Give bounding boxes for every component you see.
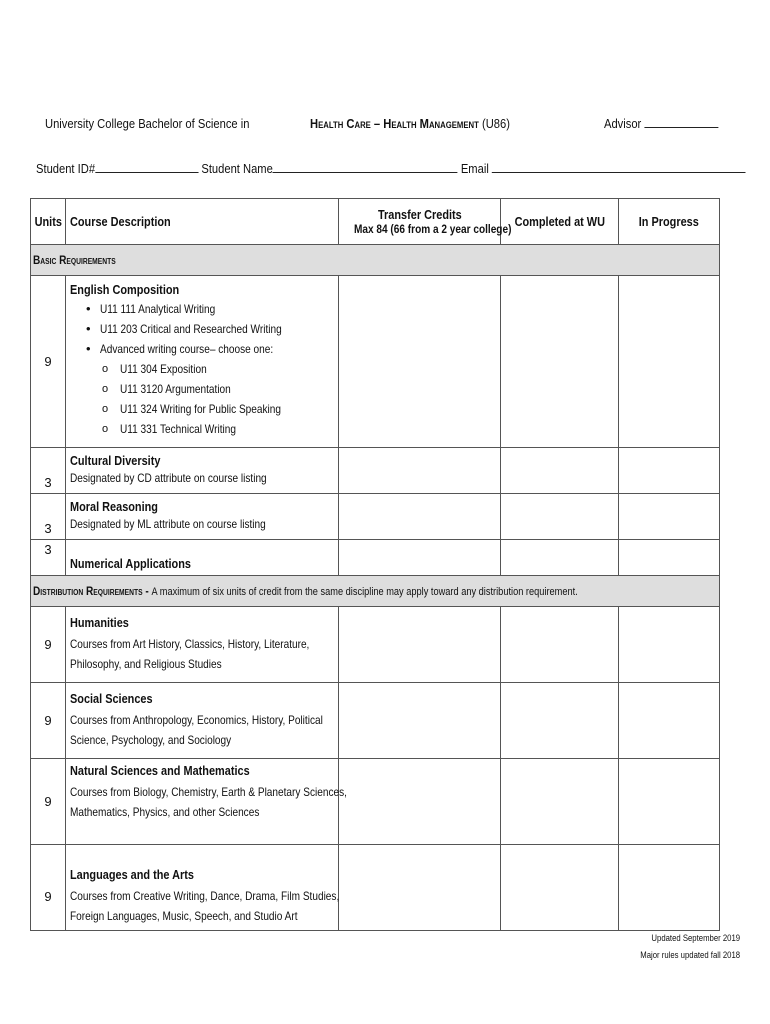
- social-units: 9: [31, 683, 66, 759]
- major-rules-note: Major rules updated fall 2018: [640, 950, 740, 960]
- social-sciences-row: [31, 683, 720, 759]
- english-units: 9: [31, 276, 66, 448]
- cultural-units: 3: [31, 448, 66, 494]
- english-title: English Composition: [70, 282, 180, 297]
- completed-cell[interactable]: [501, 540, 619, 576]
- transfer-cell[interactable]: [339, 494, 501, 540]
- social-desc-line1: Courses from Anthropology, Economics, History, Political: [70, 713, 323, 727]
- student-id-label: Student ID#: [36, 161, 96, 176]
- units-header: Units: [31, 199, 66, 245]
- moral-reasoning-row: [31, 494, 720, 540]
- in-progress-header: In Progress: [619, 199, 720, 245]
- list-item: o U11 331 Technical Writing: [120, 419, 338, 439]
- languages-desc-line2: Foreign Languages, Music, Speech, and Studio Art: [70, 909, 298, 923]
- natural-sciences-row: [31, 759, 720, 845]
- list-item: • U11 111 Analytical Writing: [100, 299, 338, 319]
- progress-cell[interactable]: [619, 276, 720, 448]
- list-item: o U11 324 Writing for Public Speaking: [120, 399, 338, 419]
- email-input-line[interactable]: [492, 172, 746, 173]
- humanities-desc-line2: Philosophy, and Religious Studies: [70, 657, 222, 671]
- advisor-field: [604, 116, 718, 131]
- list-item: o U11 3120 Argumentation: [120, 379, 338, 399]
- natural-desc-line2: Mathematics, Physics, and other Sciences: [70, 805, 260, 819]
- cultural-title: Cultural Diversity: [70, 453, 161, 468]
- cultural-desc: Designated by CD attribute on course listing: [70, 471, 267, 485]
- completed-cell[interactable]: [501, 448, 619, 494]
- cultural-diversity-row: [31, 448, 720, 494]
- transfer-cell[interactable]: [339, 759, 501, 845]
- numerical-title: Numerical Applications: [70, 556, 191, 571]
- program-title: [310, 116, 510, 131]
- progress-cell[interactable]: [619, 448, 720, 494]
- moral-title: Moral Reasoning: [70, 499, 158, 514]
- updated-note: Updated September 2019: [651, 933, 740, 943]
- humanities-desc-line1: Courses from Art History, Classics, History, Literature,: [70, 637, 310, 651]
- transfer-cell[interactable]: [339, 607, 501, 683]
- transfer-cell[interactable]: [339, 845, 501, 931]
- distribution-note: A maximum of six units of credit from the same discipline may apply toward any distribution requirement.: [151, 586, 578, 598]
- humanities-title: Humanities: [70, 615, 129, 630]
- languages-title: Languages and the Arts: [70, 867, 194, 882]
- progress-cell[interactable]: [619, 759, 720, 845]
- table-header-row: [31, 199, 720, 245]
- list-item: o U11 304 Exposition: [120, 359, 338, 379]
- numerical-applications-row: [31, 540, 720, 576]
- student-name-label: Student Name: [201, 161, 273, 176]
- distribution-label: Distribution Requirements -: [33, 584, 149, 598]
- program-code: (U86): [481, 116, 510, 131]
- progress-cell[interactable]: [619, 540, 720, 576]
- english-course-list: [70, 299, 338, 359]
- progress-cell[interactable]: [619, 683, 720, 759]
- student-id-input-line[interactable]: [95, 172, 198, 173]
- progress-cell[interactable]: [619, 494, 720, 540]
- program-prefix: University College Bachelor of Science in: [45, 116, 250, 131]
- student-name-input-line[interactable]: [273, 172, 458, 173]
- moral-desc: Designated by ML attribute on course listing: [70, 517, 266, 531]
- transfer-cell[interactable]: [339, 276, 501, 448]
- moral-units: 3: [31, 494, 66, 540]
- humanities-row: [31, 607, 720, 683]
- advisor-input-line[interactable]: [644, 127, 718, 128]
- requirements-table: [30, 198, 720, 931]
- completed-cell[interactable]: [501, 607, 619, 683]
- social-desc-line2: Science, Psychology, and Sociology: [70, 733, 232, 747]
- list-item: • Advanced writing course– choose one:: [100, 339, 338, 359]
- natural-desc-line1: Courses from Biology, Chemistry, Earth & Planetary Sciences,: [70, 785, 347, 799]
- social-title: Social Sciences: [70, 691, 153, 706]
- advisor-label: Advisor: [604, 116, 642, 131]
- program-name: Health Care – Health Management: [310, 116, 479, 131]
- humanities-units: 9: [31, 607, 66, 683]
- languages-arts-row: [31, 845, 720, 931]
- transfer-cell[interactable]: [339, 683, 501, 759]
- transfer-cell[interactable]: [339, 448, 501, 494]
- completed-cell[interactable]: [501, 276, 619, 448]
- natural-units: 9: [31, 759, 66, 845]
- languages-units: 9: [31, 845, 66, 931]
- numerical-units: 3: [31, 540, 66, 576]
- natural-title: Natural Sciences and Mathematics: [70, 763, 250, 778]
- progress-cell[interactable]: [619, 845, 720, 931]
- list-item: • U11 203 Critical and Researched Writing: [100, 319, 338, 339]
- completed-cell[interactable]: [501, 845, 619, 931]
- basic-requirements-label: Basic Requirements: [33, 253, 116, 267]
- basic-requirements-section: [31, 245, 720, 276]
- transfer-credits-header: Transfer Credits Max 84 (66 from a 2 year college): [339, 199, 501, 245]
- course-description-header: Course Description: [66, 199, 339, 245]
- completed-cell[interactable]: [501, 759, 619, 845]
- email-label: Email: [460, 161, 489, 176]
- completed-header: Completed at WU: [501, 199, 619, 245]
- progress-cell[interactable]: [619, 607, 720, 683]
- distribution-requirements-section: [31, 576, 720, 607]
- transfer-cell[interactable]: [339, 540, 501, 576]
- english-composition-row: [31, 276, 720, 448]
- languages-desc-line1: Courses from Creative Writing, Dance, Drama, Film Studies,: [70, 889, 340, 903]
- completed-cell[interactable]: [501, 494, 619, 540]
- advanced-writing-choices: [70, 359, 338, 439]
- student-info-row: [36, 161, 746, 176]
- completed-cell[interactable]: [501, 683, 619, 759]
